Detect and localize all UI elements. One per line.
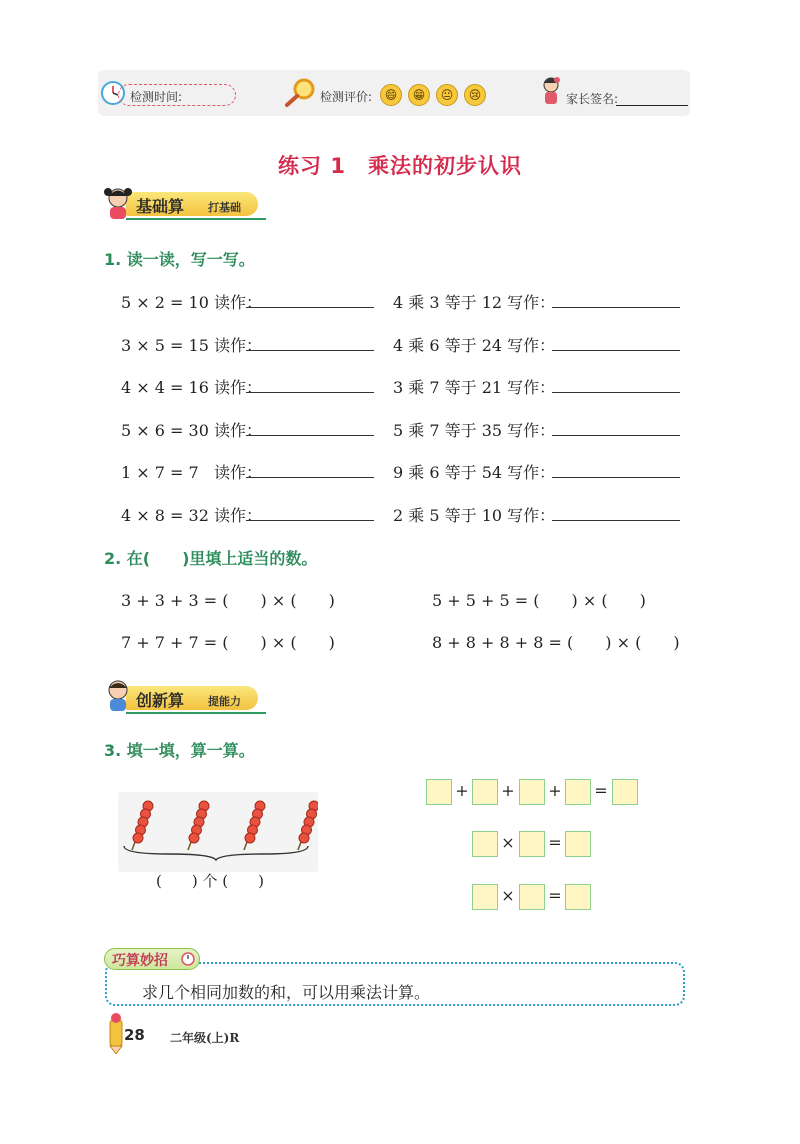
question-3-heading: 3. 填一填，算一算。 <box>104 741 255 760</box>
q1-left-answer[interactable] <box>246 418 374 436</box>
q1-left-answer[interactable] <box>246 375 374 393</box>
section-title: 基础算 <box>136 197 185 216</box>
tip-text: 求几个相同加数的和，可以用乘法计算。 <box>142 983 431 1002</box>
answer-box[interactable] <box>519 831 545 857</box>
alarm-clock-icon <box>180 950 196 966</box>
times-sign: × <box>501 886 515 905</box>
times-sign: × <box>501 833 515 852</box>
section-subtitle: 提能力 <box>208 695 241 708</box>
page-title: 练习 1 乘法的初步认识 <box>278 154 522 178</box>
q2-equation[interactable]: 3 + 3 + 3 = ( ) × ( ) <box>121 591 335 610</box>
q1-right-prompt: 4 乘 3 等于 12 写作： <box>393 293 556 312</box>
face-neutral-icon[interactable]: 😐 <box>436 84 458 106</box>
section-banner-innovate <box>100 680 280 714</box>
q1-right-prompt: 2 乘 5 等于 10 写作： <box>393 506 556 525</box>
answer-box[interactable] <box>426 779 452 805</box>
q1-right-prompt: 3 乘 7 等于 21 写作： <box>393 378 556 397</box>
tip-label: 巧算妙招 <box>112 953 168 969</box>
q1-left-answer[interactable] <box>246 503 374 521</box>
face-grin-icon[interactable]: 😁 <box>408 84 430 106</box>
q1-left-prompt: 5 × 2 = 10 读作： <box>121 293 262 312</box>
q1-left-answer[interactable] <box>246 333 374 351</box>
plus-sign: + <box>548 781 562 800</box>
q1-left-prompt: 4 × 4 = 16 读作： <box>121 378 262 397</box>
q1-right-prompt: 4 乘 6 等于 24 写作： <box>393 336 556 355</box>
q1-right-answer[interactable] <box>552 290 680 308</box>
answer-box[interactable] <box>519 884 545 910</box>
candied-fruit-skewers-illustration <box>118 792 318 872</box>
plus-sign: + <box>501 781 515 800</box>
parent-sign-field[interactable] <box>616 92 688 106</box>
q1-right-answer[interactable] <box>552 418 680 436</box>
boy-mascot-icon <box>100 678 136 716</box>
q1-left-prompt: 1 × 7 = 7 读作： <box>121 463 262 482</box>
q1-right-prompt: 9 乘 6 等于 54 写作： <box>393 463 556 482</box>
answer-box[interactable] <box>472 831 498 857</box>
parent-sign-label: 家长签名: <box>566 92 619 106</box>
q1-right-answer[interactable] <box>552 375 680 393</box>
q2-equation[interactable]: 5 + 5 + 5 = ( ) × ( ) <box>432 591 646 610</box>
face-happy-icon[interactable]: 😄 <box>380 84 402 106</box>
child-icon <box>538 76 564 108</box>
section-title: 创新算 <box>136 691 185 710</box>
plus-sign: + <box>455 781 469 800</box>
q1-right-answer[interactable] <box>552 503 680 521</box>
page-number: 28 <box>124 1026 145 1044</box>
q1-left-prompt: 3 × 5 = 15 读作： <box>121 336 262 355</box>
equals-sign: = <box>548 886 562 905</box>
q1-right-answer[interactable] <box>552 333 680 351</box>
equals-sign: = <box>594 781 608 800</box>
answer-box[interactable] <box>565 884 591 910</box>
section-subtitle: 打基础 <box>208 201 241 214</box>
question-1-heading: 1. 读一读，写一写。 <box>104 250 255 269</box>
answer-box[interactable] <box>565 779 591 805</box>
grade-label: 二年级(上)R <box>170 1031 240 1045</box>
q1-left-answer[interactable] <box>246 290 374 308</box>
q1-right-answer[interactable] <box>552 460 680 478</box>
answer-box[interactable] <box>472 884 498 910</box>
answer-box[interactable] <box>612 779 638 805</box>
girl-mascot-icon <box>100 186 136 222</box>
q1-right-prompt: 5 乘 7 等于 35 写作： <box>393 421 556 440</box>
q1-left-prompt: 4 × 8 = 32 读作： <box>121 506 262 525</box>
q1-left-prompt: 5 × 6 = 30 读作： <box>121 421 262 440</box>
skewer-caption[interactable]: ( ) 个 ( ) <box>156 872 264 890</box>
q2-equation[interactable]: 7 + 7 + 7 = ( ) × ( ) <box>121 633 335 652</box>
face-sad-icon[interactable]: 😢 <box>464 84 486 106</box>
answer-box[interactable] <box>565 831 591 857</box>
q2-equation[interactable]: 8 + 8 + 8 + 8 = ( ) × ( ) <box>432 633 680 652</box>
time-label: 检测时间: <box>130 90 183 104</box>
question-2-heading: 2. 在( )里填上适当的数。 <box>104 549 318 568</box>
section-banner-basic <box>100 186 280 220</box>
answer-box[interactable] <box>519 779 545 805</box>
equals-sign: = <box>548 833 562 852</box>
magnifier-icon <box>284 78 318 108</box>
eval-label: 检测评价: <box>320 90 373 104</box>
answer-box[interactable] <box>472 779 498 805</box>
q1-left-answer[interactable] <box>246 460 374 478</box>
